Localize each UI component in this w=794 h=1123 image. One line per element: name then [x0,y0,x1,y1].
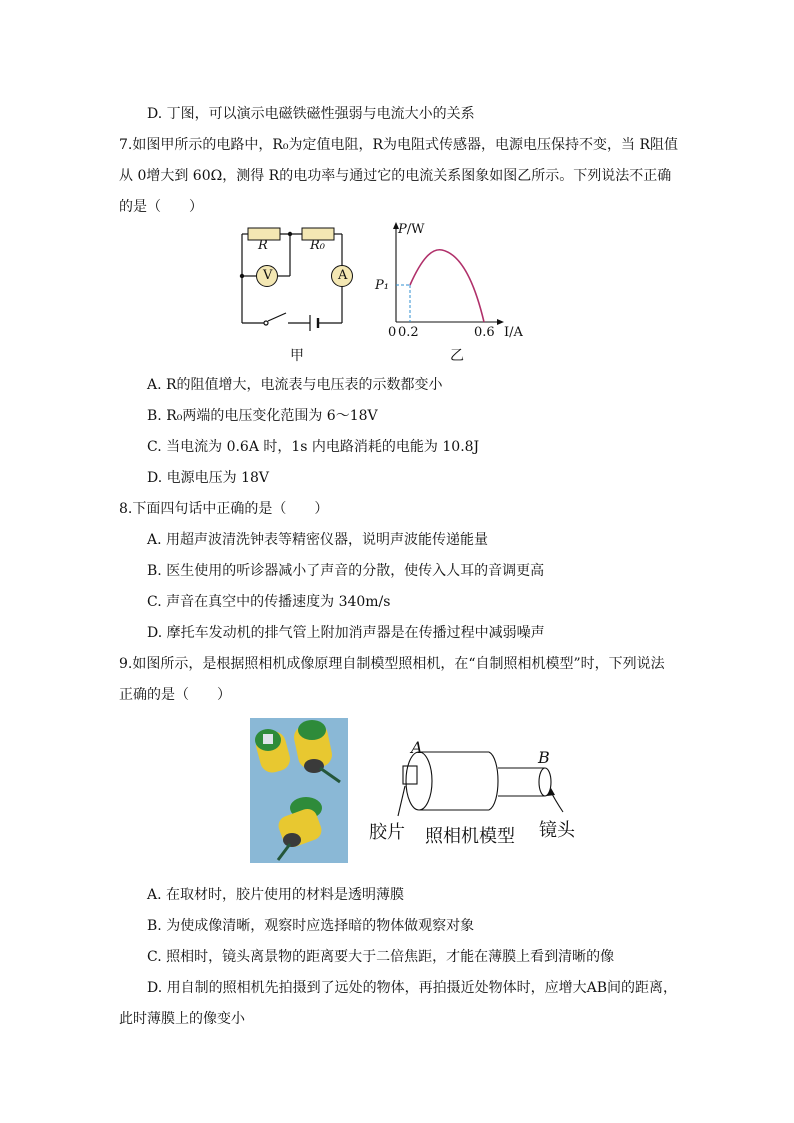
q8-option-c: C. 声音在真空中的传播速度为 340m/s [147,594,391,610]
q9-stem-line2: 正确的是（ ） [119,687,231,703]
q7-stem-line3: 的是（ ） [119,199,203,215]
q9-option-d-line1: D. 用自制的照相机先拍摄到了远处的物体，再拍摄近处物体时，应增大AB间的距离， [147,980,678,996]
q7-option-a: A. R的阻值增大，电流表与电压表的示数都变小 [147,377,443,393]
circuit-caption: 甲 [290,348,304,364]
graph-p1-label: P₁ [375,278,389,293]
q8-option-b: B. 医生使用的听诊器减小了声音的分散，使传入人耳的音调更高 [147,563,545,579]
q6-option-d: D. 丁图，可以演示电磁铁磁性强弱与电流大小的关系 [147,106,475,122]
q8-stem: 8.下面四句话中正确的是（ ） [119,501,329,517]
resistor-r0-label: R₀ [310,238,325,253]
graph-x-label: I/A [504,325,523,340]
graph-x0-label: 0 [388,325,397,340]
q9-stem-line1: 9.如图所示，是根据照相机成像原理自制模型照相机，在“自制照相机模型”时，下列说法 [119,656,665,672]
voltmeter-label: V [263,268,273,283]
q8-option-a: A. 用超声波清洗钟表等精密仪器，说明声波能传递能量 [147,532,489,548]
graph-x06-label: 0.6 [474,325,495,340]
q9-option-b: B. 为使成像清晰，观察时应选择暗的物体做观察对象 [147,918,475,934]
circuit-diagram [230,218,360,368]
graph-x02-label: 0.2 [398,325,419,340]
graph-y-label: P/W [398,222,425,237]
q9-option-d-line2: 此时薄膜上的像变小 [119,1011,245,1027]
q9-option-a: A. 在取材时，胶片使用的材料是透明薄膜 [147,887,405,903]
point-a-label: A [411,738,423,757]
graph-caption: 乙 [450,348,464,364]
q9-option-c: C. 照相时，镜头离景物的距离要大于二倍焦距，才能在薄膜上看到清晰的像 [147,949,615,965]
q7-stem-line1: 7.如图甲所示的电路中，R₀为定值电阻，R为电阻式传感器，电源电压保持不变，当 R阻值 [119,137,679,153]
camera-model-photo [250,718,348,863]
q7-option-d: D. 电源电压为 18V [147,470,270,486]
q7-stem-line2: 从 0增大到 60Ω，测得 R的电功率与通过它的电流关系图象如图乙所示。下列说法不正确 [119,168,672,184]
q7-option-c: C. 当电流为 0.6A 时，1s 内电路消耗的电能为 10.8J [147,439,480,455]
film-label: 胶片 [369,822,405,843]
camera-model-diagram [365,738,610,848]
camera-photo-svg [250,718,348,863]
q8-option-d: D. 摩托车发动机的排气管上附加消声器是在传播过程中减弱噪声 [147,625,545,641]
point-b-label: B [538,748,550,767]
lens-label: 镜头 [539,820,575,841]
ammeter-label: A [338,268,348,283]
power-current-graph [370,218,530,368]
camera-model-label: 照相机模型 [425,826,515,847]
resistor-r-label: R [258,238,268,253]
q7-option-b: B. R₀两端的电压变化范围为 6～18V [147,408,378,424]
